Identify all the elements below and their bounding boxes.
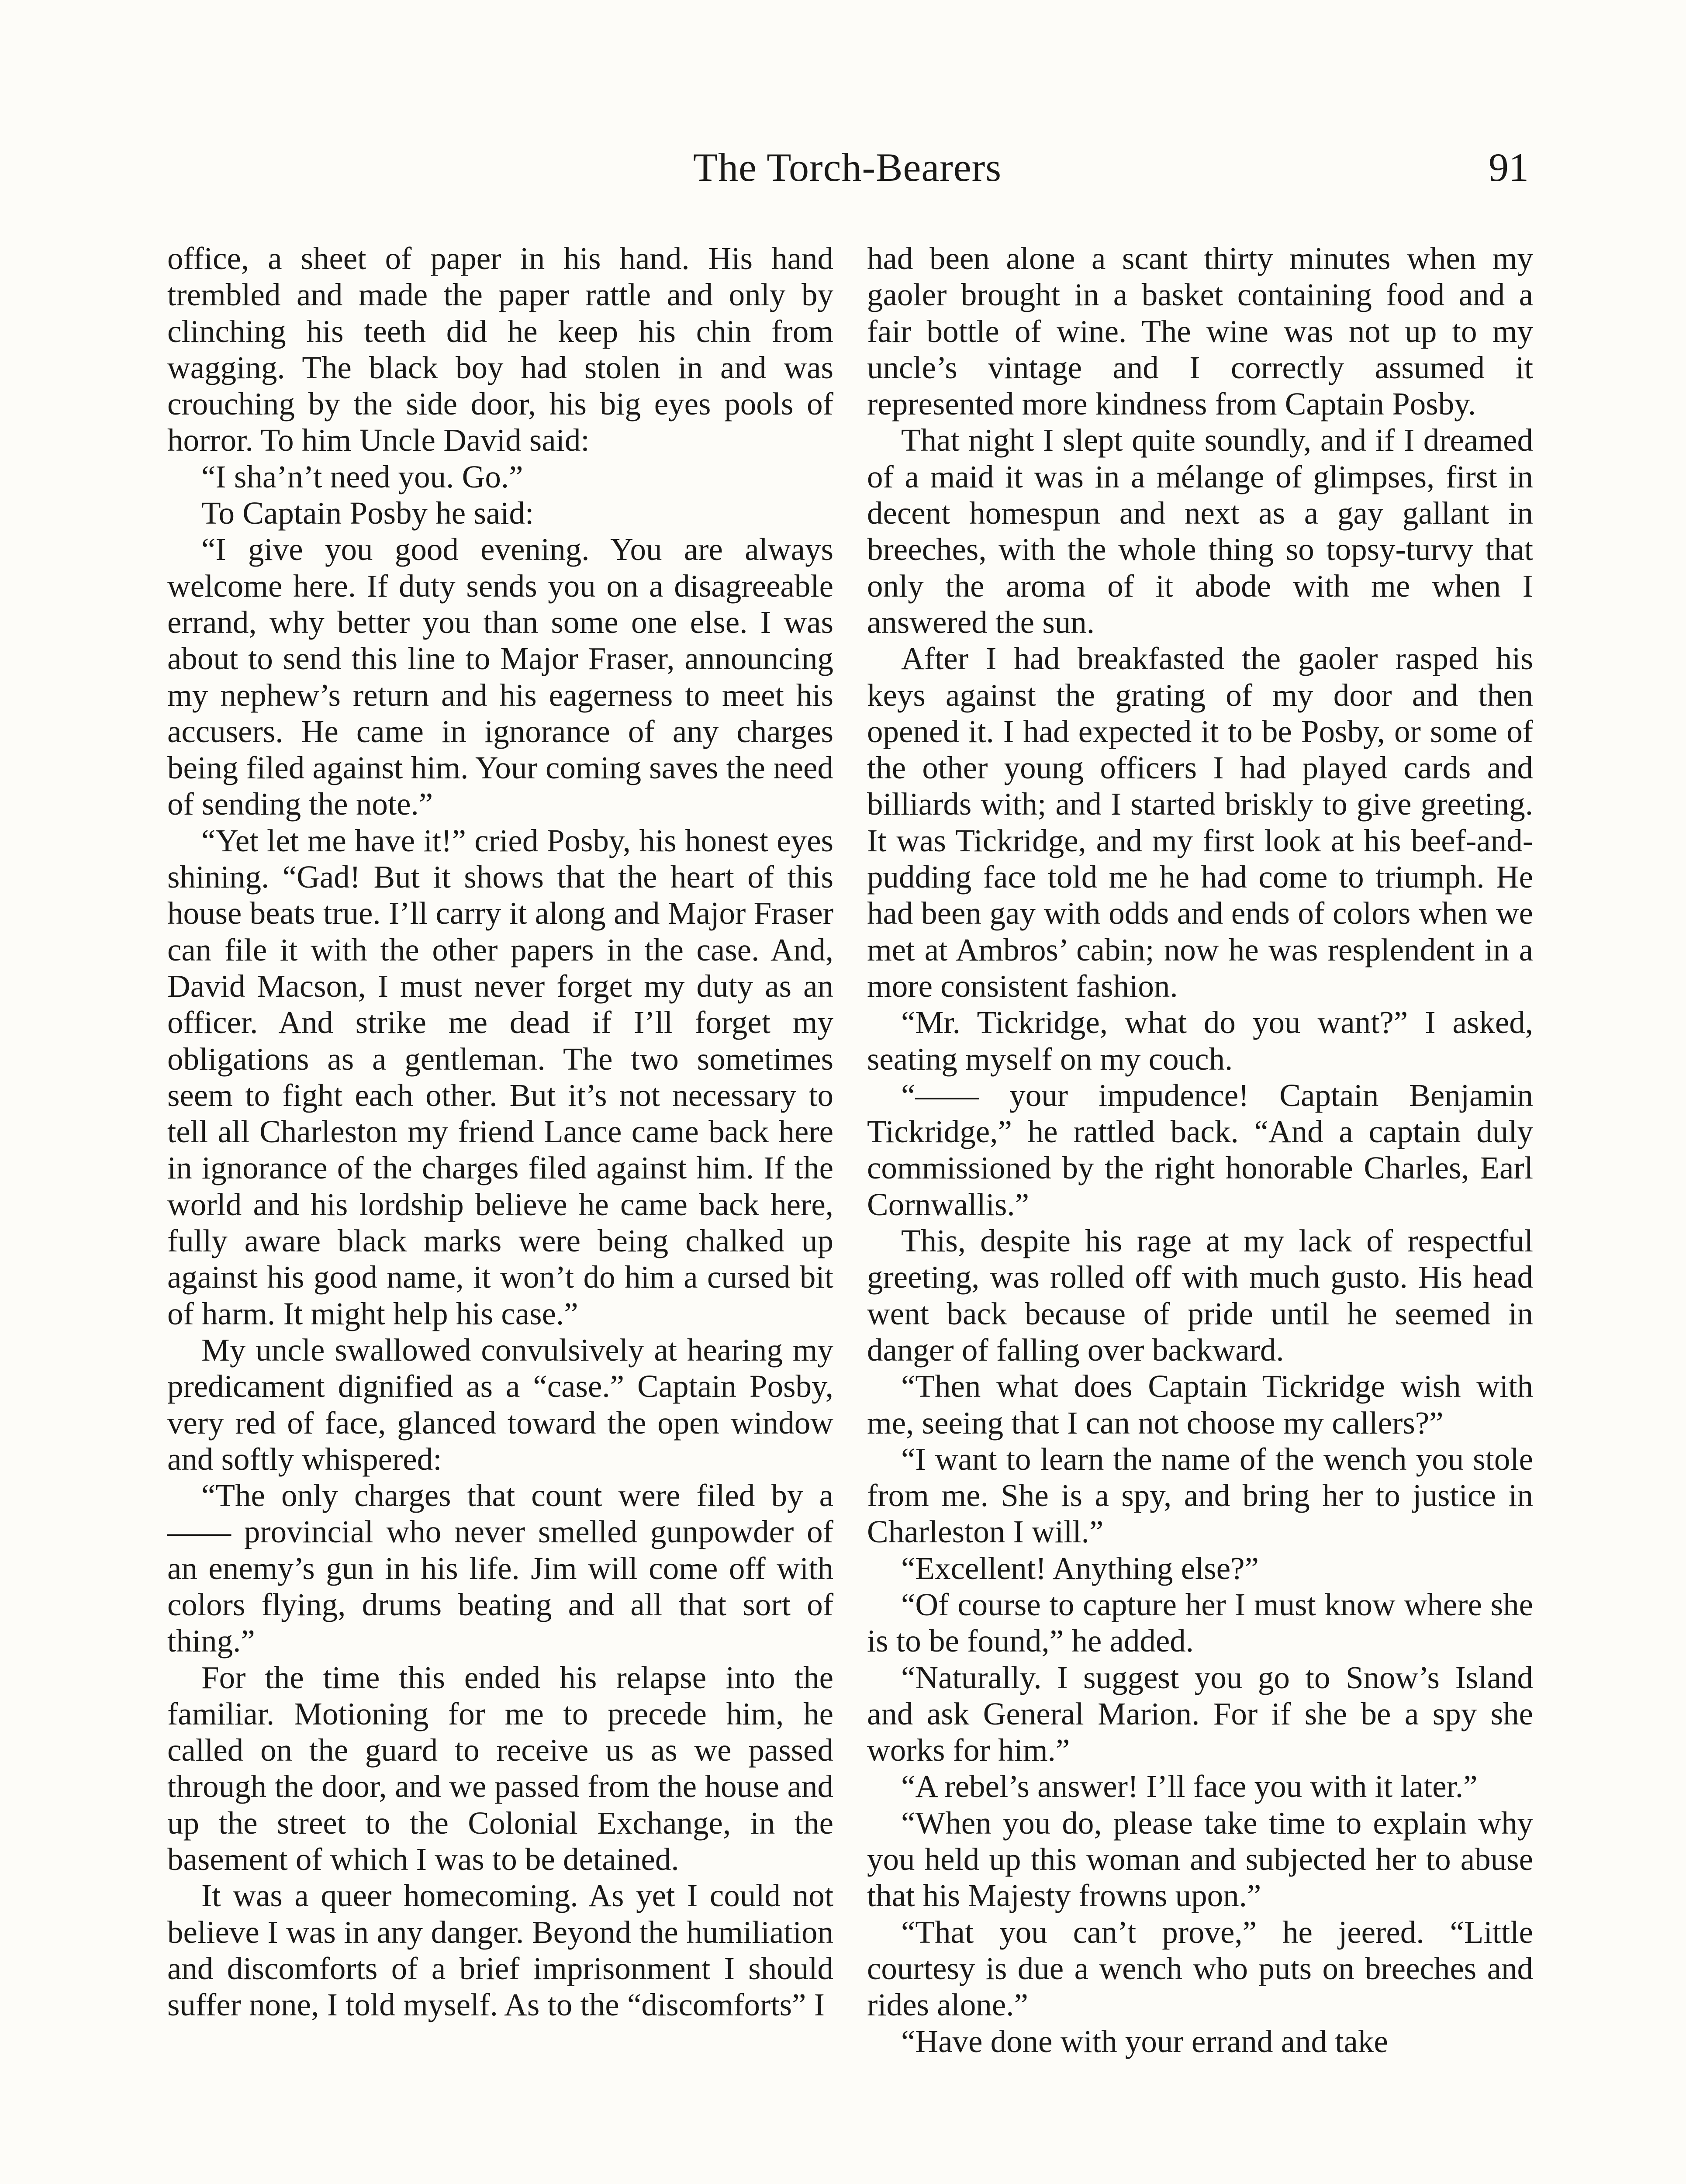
paragraph: “—— your impudence! Captain Benjamin Tickridge,” he rattled back. “And a captain duly commissioned by the right honorable Charles, Earl Cornwallis.”	[867, 1077, 1533, 1222]
paragraph: After I had breakfasted the gaoler rasped his keys against the grating of my door and then opened it. I had expected it to be Posby, or some of the other young officers I had played cards and billiards with; and I started briskly to give greeting. It was Tickridge, and my first look at his beef-and-pudding face told me he had come to triumph. He had been gay with odds and ends of colors when we met at Ambros’ cabin; now he was resplendent in a more consistent fashion.	[867, 641, 1533, 1004]
paragraph: For the time this ended his relapse into the familiar. Motioning for me to precede him, he called on the guard to receive us as we passed through the door, and we passed from the house and up the street to the Colonial Exchange, in the basement of which I was to be detained.	[167, 1659, 833, 1877]
paragraph: “A rebel’s answer! I’ll face you with it later.”	[901, 1769, 1478, 1804]
paragraph: “Have done with your errand and take	[901, 2023, 1388, 2059]
paragraph: This, despite his rage at my lack of respectful greeting, was rolled off with much gusto. His head went back because of pride until he seemed in danger of falling over backward.	[867, 1223, 1533, 1368]
paragraph: “That you can’t prove,” he jeered. “Little courtesy is due a wench who puts on breeches and rides alone.”	[867, 1914, 1533, 2023]
paragraph: “Excellent! Anything else?”	[901, 1550, 1259, 1586]
paragraph: “Yet let me have it!” cried Posby, his honest eyes shining. “Gad! But it shows that the heart of this house beats true. I’ll carry it along and Major Fraser can file it with the other papers in the case. And, David Macson, I must never forget my duty as an officer. And strike me dead if I’ll forget my obligations as a gentleman. The two sometimes seem to fight each other. But it’s not necessary to tell all Charleston my friend Lance came back here in ignorance of the charges filed against him. If the world and his lordship believe he came back here, fully aware black marks were being chalked up against his good name, it won’t do him a cursed bit of harm. It might help his case.”	[167, 822, 833, 1331]
paragraph: “I sha’n’t need you. Go.”	[201, 459, 523, 494]
paragraph: “When you do, please take time to explain why you held up this woman and subjected her to abuse that his Majesty frowns upon.”	[867, 1805, 1533, 1914]
paragraph: To Captain Posby he said:	[201, 495, 534, 531]
paragraph: “I give you good evening. You are always welcome here. If duty sends you on a disagreeable errand, why better you than some one else. I was about to send this line to Major Fraser, announcing my nephew’s return and his eagerness to meet his accusers. He came in ignorance of any charges being filed against him. Your coming saves the need of sending the note.”	[167, 532, 833, 822]
paragraph: That night I slept quite soundly, and if I dreamed of a maid it was in a mélange of glimpses, first in decent homespun and next as a gay gallant in breeches, with the whole thing so topsy-turvy that only the aroma of it abode with me when I answered the sun.	[867, 422, 1533, 640]
paragraph: “I want to learn the name of the wench you stole from me. She is a spy, and bring her to justice in Charleston I will.”	[867, 1441, 1533, 1550]
paragraph: My uncle swallowed convulsively at hearing my predicament dignified as a “case.” Captain Posby, very red of face, glanced toward the open window and softly whispered:	[167, 1332, 833, 1477]
paragraph: “Mr. Tickridge, what do you want?” I asked, seating myself on my couch.	[867, 1005, 1533, 1077]
right-column	[867, 240, 1533, 2060]
paragraph: office, a sheet of paper in his hand. His hand trembled and made the paper rattle and only by clinching his teeth did he keep his chin from wagging. The black boy had stolen in and was crouching by the side door, his big eyes pools of horror. To him Uncle David said:	[167, 241, 833, 458]
running-title: The Torch-Bearers	[693, 145, 1002, 190]
paragraph: had been alone a scant thirty minutes when my gaoler brought in a basket containing food and a fair bottle of wine. The wine was not up to my uncle’s vintage and I correctly assumed it represented more kindness from Captain Posby.	[867, 241, 1533, 422]
paragraph: It was a queer homecoming. As yet I could not believe I was in any danger. Beyond the humiliation and discomforts of a brief imprisonment I should suffer none, I told myself. As to the “discomforts” I	[167, 1878, 833, 2023]
left-column	[167, 240, 833, 2023]
paragraph: “The only charges that count were filed by a —— provincial who never smelled gunpowder of an enemy’s gun in his life. Jim will come off with colors flying, drums beating and all that sort of thing.”	[167, 1478, 833, 1659]
paragraph: “Of course to capture her I must know where she is to be found,” he added.	[867, 1586, 1533, 1659]
page-number: 91	[1489, 145, 1529, 190]
page-header	[166, 144, 1529, 210]
paragraph: “Naturally. I suggest you go to Snow’s Island and ask General Marion. For if she be a spy she works for him.”	[867, 1659, 1533, 1768]
paragraph: “Then what does Captain Tickridge wish with me, seeing that I can not choose my callers?”	[867, 1368, 1533, 1441]
